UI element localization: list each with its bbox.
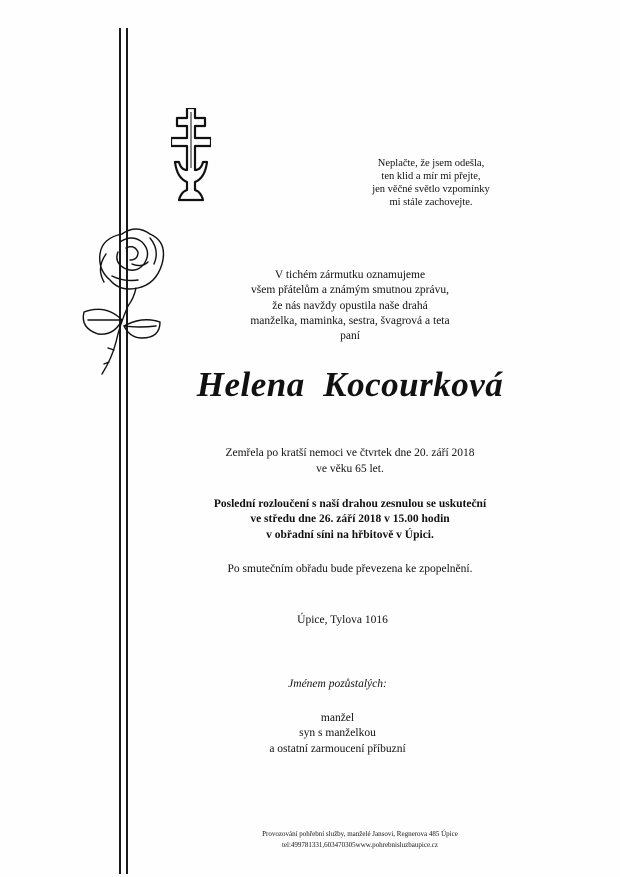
- farewell-notice: [140, 497, 560, 543]
- intro-line: že nás navždy opustila naše drahá: [272, 299, 428, 312]
- cremation-notice: Po smutečním obřadu bude převezena ke zpopelnění.: [227, 563, 473, 575]
- announcement-intro: [140, 268, 560, 344]
- death-notice: [140, 446, 560, 477]
- mourners-list: [195, 711, 480, 757]
- farewell-line: v obřadní síni na hřbitově v Úpici.: [266, 528, 434, 541]
- mourner-line: syn s manželkou: [299, 727, 376, 740]
- footer-line: tel:499781331,603470305www.pohrebnisluzbaupice.cz: [281, 840, 439, 849]
- cross-icon: [171, 108, 211, 204]
- intro-line: všem přátelům a známým smutnou zprávu,: [250, 284, 449, 297]
- deceased-name: Helena Kocourková: [196, 365, 504, 404]
- poem: [356, 157, 506, 209]
- farewell-line: Poslední rozloučení s naší drahou zesnulou se uskuteční: [213, 498, 487, 510]
- farewell-line: ve středu dne 26. září 2018 v 15.00 hodin: [250, 513, 450, 526]
- footer-line: Provozování pohřební služby, manželé Jansovi, Regnerova 485 Úpice: [262, 830, 458, 838]
- poem-line: Neplačte, že jsem odešla,: [377, 158, 485, 169]
- intro-line: paní: [340, 330, 360, 343]
- border-line-right: [126, 28, 128, 874]
- border-line-left: [119, 28, 121, 874]
- mourners-title: Jménem pozůstalých:: [288, 678, 387, 690]
- intro-line: V tichém zármutku oznamujeme: [274, 269, 426, 281]
- poem-line: ten klid a mír mi přejte,: [381, 171, 481, 182]
- mourner-line: manžel: [320, 712, 355, 724]
- address: Úpice, Tylova 1016: [297, 614, 388, 626]
- poem-line: jen věčné světlo vzpomínky: [372, 184, 490, 195]
- poem-line: mi stále zachovejte.: [389, 197, 473, 208]
- intro-line: manželka, maminka, sestra, švagrová a teta: [250, 314, 450, 327]
- mourner-line: a ostatní zarmoucení příbuzní: [269, 742, 406, 755]
- death-line: Zemřela po kratší nemoci ve čtvrtek dne 20. září 2018: [225, 447, 475, 459]
- death-line: ve věku 65 let.: [316, 462, 384, 475]
- funeral-service-footer: [175, 829, 545, 850]
